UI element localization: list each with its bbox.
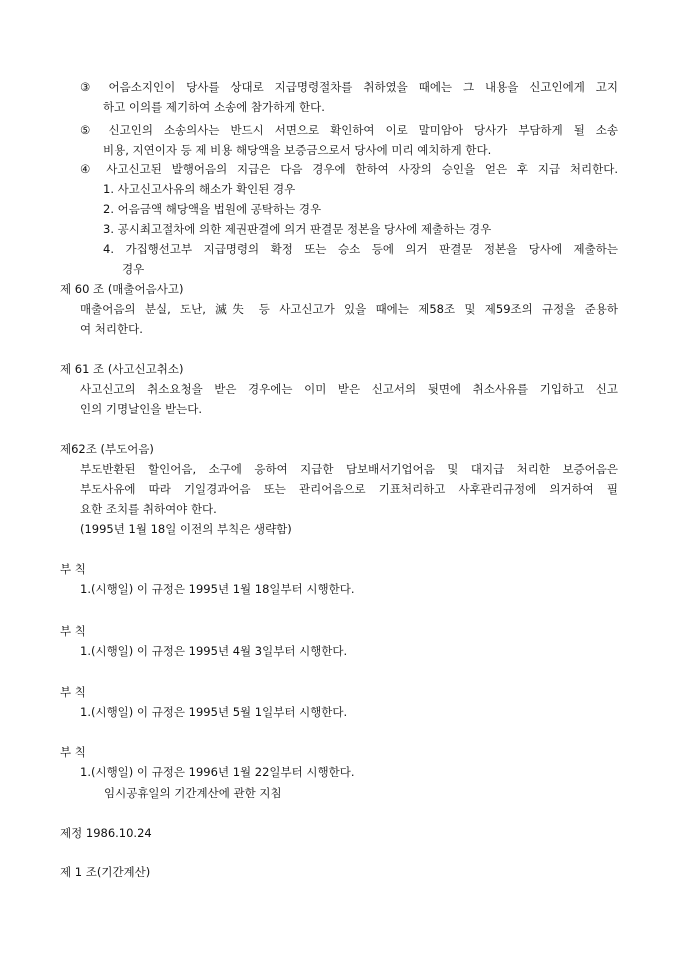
supplement-heading: 부 칙: [60, 624, 86, 638]
subitem-4-cont: 경우: [122, 262, 145, 276]
article-62-line-1: 부도반환된 할인어음, 소구에 응하여 지급한 담보배서기업어음 및 대지급 처리한 보증어음은: [80, 462, 618, 476]
article-60-heading: 제 60 조 (매출어음사고): [60, 282, 184, 296]
subitem-4: 4. 가집행선고부 지급명령의 확정 또는 승소 등에 의거 판결문 정본을 당사에 제출하는: [103, 242, 618, 256]
article-62-line-3: 요한 조치를 취하여야 한다.: [80, 502, 217, 516]
subitem-1: 1. 사고신고사유의 해소가 확인된 경우: [103, 182, 296, 196]
subitem-2: 2. 어음금액 해당액을 법원에 공탁하는 경우: [103, 202, 322, 216]
article-60-line-1: 매출어음의 분실, 도난, 滅失 등 사고신고가 있을 때에는 제58조 및 제59조의 규정을 준용하: [80, 302, 618, 316]
item-4-line-1: ④ 사고신고된 발행어음의 지급은 다음 경우에 한하여 사장의 승인을 얻은 후 지급 처리한다.: [80, 162, 618, 176]
supplement-text: 1.(시행일) 이 규정은 1995년 1월 18일부터 시행한다.: [80, 582, 355, 596]
supplement-heading: 부 칙: [60, 685, 86, 699]
article-62-heading: 제62조 (부도어음): [60, 442, 154, 456]
supplement-text: 1.(시행일) 이 규정은 1995년 5월 1일부터 시행한다.: [80, 705, 348, 719]
item-5-line-2: 비용, 지연이자 등 제 비용 해당액을 보증금으로서 당사에 미리 예치하게 한다.: [103, 143, 492, 157]
subitem-3: 3. 공시최고절차에 의한 제권판결에 의거 판결문 정본을 당사에 제출하는 경우: [103, 222, 492, 236]
article-1-heading: 제 1 조(기간계산): [60, 865, 151, 879]
supplement-text: 1.(시행일) 이 규정은 1995년 4월 3일부터 시행한다.: [80, 644, 348, 658]
enactment-date: 제정 1986.10.24: [60, 826, 152, 840]
item-5-line-1: ⑤ 신고인의 소송의사는 반드시 서면으로 확인하여 이로 말미암아 당사가 부담하게 될 소송: [80, 123, 618, 137]
article-62-note: (1995년 1월 18일 이전의 부칙은 생략함): [80, 522, 292, 536]
supplement-heading: 부 칙: [60, 562, 86, 576]
article-61-heading: 제 61 조 (사고신고취소): [60, 362, 184, 376]
item-3-line-2: 하고 이의를 제기하여 소송에 참가하게 한다.: [103, 100, 325, 114]
article-62-line-2: 부도사유에 따라 기일경과어음 또는 관리어음으로 기표처리하고 사후관리규정에 의거하여 필: [80, 482, 618, 496]
article-61-line-1: 사고신고의 취소요청을 받은 경우에는 이미 받은 신고서의 뒷면에 취소사유를 기입하고 신고: [80, 382, 618, 396]
item-3-line-1: ③ 어음소지인이 당사를 상대로 지급명령절차를 취하였을 때에는 그 내용을 신고인에게 고지: [80, 80, 618, 94]
guideline-title: 임시공휴일의 기간계산에 관한 지침: [104, 786, 282, 800]
supplement-text: 1.(시행일) 이 규정은 1996년 1월 22일부터 시행한다.: [80, 765, 355, 779]
article-61-line-2: 인의 기명날인을 받는다.: [80, 402, 203, 416]
supplement-heading: 부 칙: [60, 745, 86, 759]
article-60-line-2: 여 처리한다.: [80, 322, 143, 336]
